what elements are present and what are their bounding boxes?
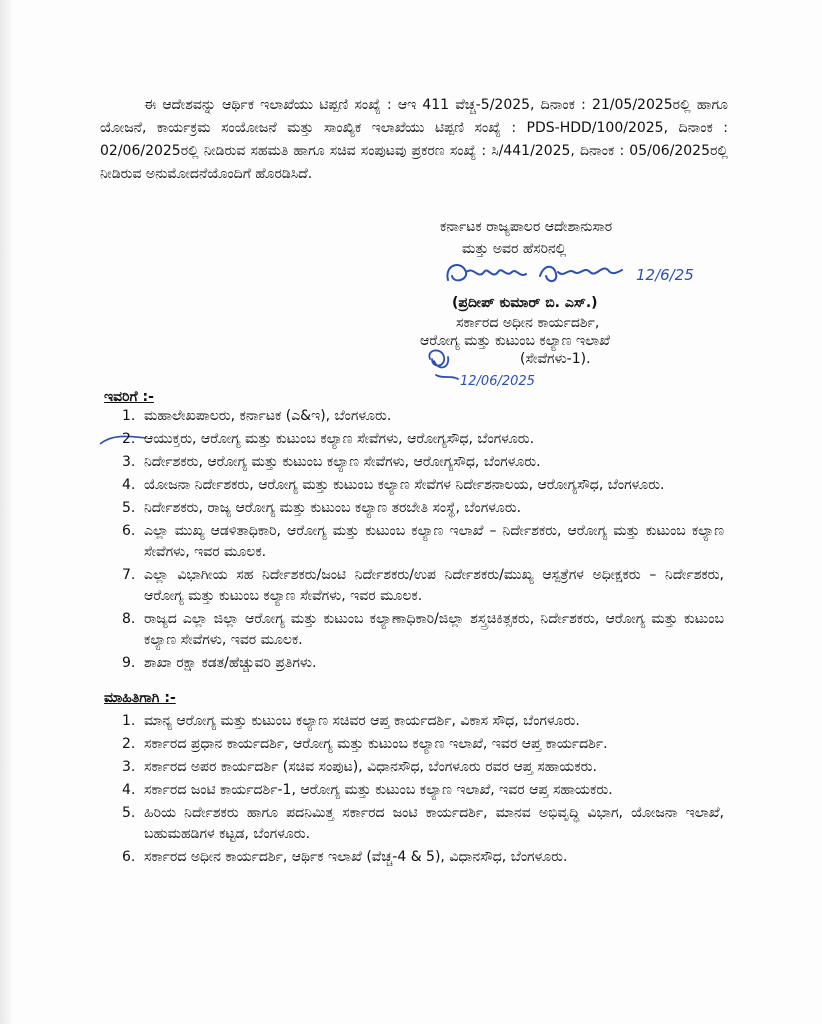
signatory-department: ಆರೋಗ್ಯ ಮತ್ತು ಕುಟುಂಬ ಕಲ್ಯಾಣ ಇಲಾಖೆ bbox=[420, 333, 610, 349]
initials-stamp bbox=[422, 345, 592, 390]
mahitigagi-item: 3. ಸರ್ಕಾರದ ಅಪರ ಕಾರ್ಯದರ್ಶಿ (ಸಚಿವ ಸಂಪುಟ), ವಿಧಾನಸೌಧ, ಬೆಂಗಳೂರು ರವರ ಆಪ್ತ ಸಹಾಯಕರು. bbox=[122, 759, 597, 775]
page-edge-shadow bbox=[0, 0, 14, 1024]
mahitigagi-item: 4. ಸರ್ಕಾರದ ಜಂಟಿ ಕಾರ್ಯದರ್ಶಿ-1, ಆರೋಗ್ಯ ಮತ್ತು ಕುಟುಂಬ ಕಲ್ಯಾಣ ಇಲಾಖೆ, ಇವರ ಆಪ್ತ ಸಹಾಯಕರು. bbox=[122, 782, 613, 798]
ivarige-item: 8. ರಾಜ್ಯದ ಎಲ್ಲಾ ಜಿಲ್ಲಾ ಆರೋಗ್ಯ ಮತ್ತು ಕುಟುಂಬ ಕಲ್ಯಾಣಾಧಿಕಾರಿ/ಜಿಲ್ಲಾ ಶಸ್ತ್ರಚಿಕಿತ್ಸಕರು, ನಿರ್ದೇಶಕರು, ಆರೋಗ್ಯ ಮತ್ತು ಕುಟುಂಬ ಕಲ್ಯಾಣ ಸೇವೆಗಳು, ಇವರ ಮೂಲಕ. bbox=[122, 611, 724, 648]
ivarige-list bbox=[104, 406, 724, 676]
signatory-section: (ಸೇವೆಗಳು-1). bbox=[520, 351, 591, 367]
handwritten-signature bbox=[440, 250, 730, 300]
ivarige-item: 5. ನಿರ್ದೇಶಕರು, ರಾಜ್ಯ ಆರೋಗ್ಯ ಮತ್ತು ಕುಟುಂಬ ಕಲ್ಯಾಣ ತರಬೇತಿ ಸಂಸ್ಥೆ, ಬೆಂಗಳೂರು. bbox=[122, 500, 522, 516]
mahitigagi-heading: ಮಾಹಿತಿಗಾಗಿ :- bbox=[104, 690, 176, 706]
ivarige-heading: ಇವರಿಗೆ :- bbox=[104, 389, 154, 405]
mahitigagi-item: 5. ಹಿರಿಯ ನಿರ್ದೇಶಕರು ಹಾಗೂ ಪದನಿಮಿತ್ತ ಸರ್ಕಾರದ ಜಂಟಿ ಕಾರ್ಯದರ್ಶಿ, ಮಾನವ ಅಭಿವೃದ್ಧಿ ವಿಭಾಗ, ಯೋಜನಾ ಇಲಾಖೆ, ಬಹುಮಹಡಿಗಳ ಕಟ್ಟಡ, ಬೆಂಗಳೂರು. bbox=[122, 805, 724, 842]
signatory-designation: ಸರ್ಕಾರದ ಅಧೀನ ಕಾರ್ಯದರ್ಶಿ, bbox=[456, 315, 600, 331]
ivarige-item: 2. ಆಯುಕ್ತರು, ಆರೋಗ್ಯ ಮತ್ತು ಕುಟುಂಬ ಕಲ್ಯಾಣ ಸೇವೆಗಳು, ಆರೋಗ್ಯಸೌಧ, ಬೆಂಗಳೂರು. bbox=[122, 431, 535, 447]
ivarige-item: 3. ನಿರ್ದೇಶಕರು, ಆರೋಗ್ಯ ಮತ್ತು ಕುಟುಂಬ ಕಲ್ಯಾಣ ಸೇವೆಗಳು, ಆರೋಗ್ಯಸೌಧ, ಬೆಂಗಳೂರು. bbox=[122, 454, 541, 470]
mahitigagi-list bbox=[104, 711, 724, 870]
mahitigagi-item: 1. ಮಾನ್ಯ ಆರೋಗ್ಯ ಮತ್ತು ಕುಟುಂಬ ಕಲ್ಯಾಣ ಸಚಿವರ ಆಪ್ತ ಕಾರ್ಯದರ್ಶಿ, ವಿಕಾಸ ಸೌಧ, ಬೆಂಗಳೂರು. bbox=[122, 713, 580, 729]
ivarige-item: 9. ಶಾಖಾ ರಕ್ಷಾ ಕಡತ/ಹೆಚ್ಚುವರಿ ಪ್ರತಿಗಳು. bbox=[122, 655, 317, 671]
intro-paragraph: ಈ ಆದೇಶವನ್ನು ಆರ್ಥಿಕ ಇಲಾಖೆಯು ಟಿಪ್ಪಣಿ ಸಂಖ್ಯೆ : ಆಇ 411 ವೆಚ್ಚ-5/2025, ದಿನಾಂಕ : 21/05/2025ರಲ್ಲಿ ಹಾಗೂ ಯೋಜನೆ, ಕಾರ್ಯಕ್ರಮ ಸಂಯೋಜನೆ ಮತ್ತು ಸಾಂಖ್ಯಿಕ ಇಲಾಖೆಯು ಟಿಪ್ಪಣಿ ಸಂಖ್ಯೆ : PDS-HDD/100/2025, ದಿನಾಂಕ : 02/06/2025ರಲ್ಲಿ ನೀಡಿರುವ ಸಹಮತಿ ಹಾಗೂ ಸಚಿವ ಸಂಪುಟವು ಪ್ರಕರಣ ಸಂಖ್ಯೆ : ಸಿ/441/2025, ದಿನಾಂಕ : 05/06/2025ರಲ್ಲಿ ನೀಡಿರುವ ಅನುಮೋದನೆಯೊಂದಿಗೆ ಹೊರಡಿಸಿದೆ. bbox=[100, 97, 728, 182]
signatory-name: (ಪ್ರದೀಪ್ ಕುಮಾರ್ ಬಿ. ಎಸ್.) bbox=[452, 295, 598, 311]
signature-date: 12/6/25 bbox=[636, 266, 694, 284]
authority-line-2: ಮತ್ತು ಅವರ ಹೆಸರಿನಲ್ಲಿ bbox=[462, 241, 567, 257]
mahitigagi-item: 2. ಸರ್ಕಾರದ ಪ್ರಧಾನ ಕಾರ್ಯದರ್ಶಿ, ಆರೋಗ್ಯ ಮತ್ತು ಕುಟುಂಬ ಕಲ್ಯಾಣ ಇಲಾಖೆ, ಇವರ ಆಪ್ತ ಕಾರ್ಯದರ್ಶಿ. bbox=[122, 736, 608, 752]
ivarige-item: 7. ಎಲ್ಲಾ ವಿಭಾಗೀಯ ಸಹ ನಿರ್ದೇಶಕರು/ಜಂಟಿ ನಿರ್ದೇಶಕರು/ಉಪ ನಿರ್ದೇಶಕರು/ಮುಖ್ಯ ಆಸ್ಪತ್ರೆಗಳ ಅಧೀಕ್ಷಕರು – ನಿರ್ದೇಶಕರು, ಆರೋಗ್ಯ ಮತ್ತು ಕುಟುಂಬ ಕಲ್ಯಾಣ ಸೇವೆಗಳು, ಇವರ ಮೂಲಕ. bbox=[122, 567, 724, 604]
ivarige-item: 4. ಯೋಜನಾ ನಿರ್ದೇಶಕರು, ಆರೋಗ್ಯ ಮತ್ತು ಕುಟುಂಬ ಕಲ್ಯಾಣ ಸೇವೆಗಳ ನಿರ್ದೇಶನಾಲಯ, ಆರೋಗ್ಯಸೌಧ, ಬೆಂಗಳೂರು. bbox=[122, 477, 665, 493]
ivarige-item: 1. ಮಹಾಲೇಖಪಾಲರು, ಕರ್ನಾಟಕ (ಎ&ಇ), ಬೆಂಗಳೂರು. bbox=[122, 408, 392, 424]
stamp-date: 12/06/2025 bbox=[460, 374, 535, 389]
ivarige-item: 6. ಎಲ್ಲಾ ಮುಖ್ಯ ಆಡಳಿತಾಧಿಕಾರಿ, ಆರೋಗ್ಯ ಮತ್ತು ಕುಟುಂಬ ಕಲ್ಯಾಣ ಇಲಾಖೆ – ನಿರ್ದೇಶಕರು, ಆರೋಗ್ಯ ಮತ್ತು ಕುಟುಂಬ ಕಲ್ಯಾಣ ಸೇವೆಗಳು, ಇವರ ಮೂಲಕ. bbox=[122, 523, 724, 560]
mahitigagi-item: 6. ಸರ್ಕಾರದ ಅಧೀನ ಕಾರ್ಯದರ್ಶಿ, ಆರ್ಥಿಕ ಇಲಾಖೆ (ವೆಚ್ಚ-4 & 5), ವಿಧಾನಸೌಧ, ಬೆಂಗಳೂರು. bbox=[122, 849, 568, 865]
authority-line-1: ಕರ್ನಾಟಕ ರಾಜ್ಯಪಾಲರ ಆದೇಶಾನುಸಾರ bbox=[440, 219, 613, 235]
